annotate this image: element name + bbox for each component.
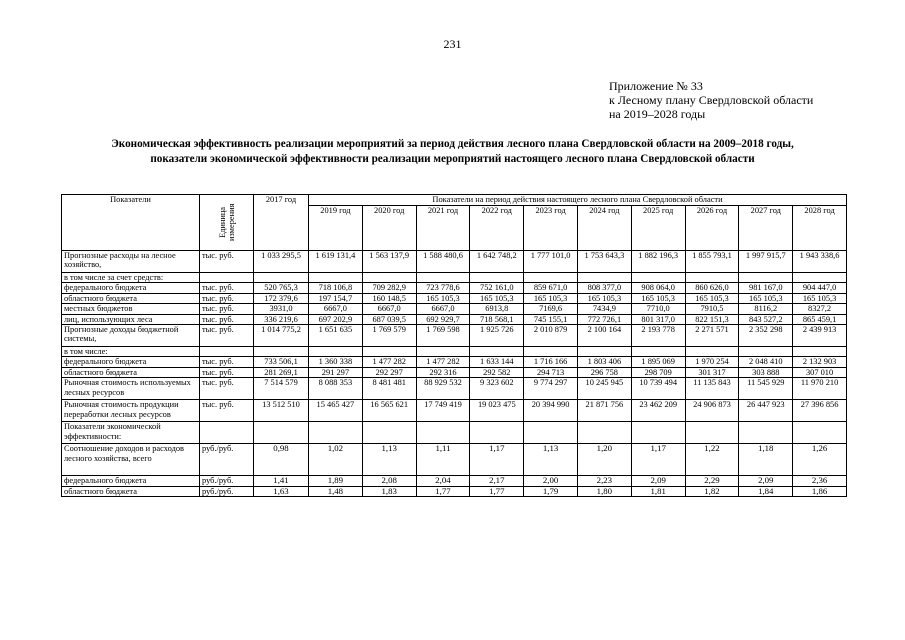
- table-row: [62, 283, 847, 293]
- row-value: 1 651 635: [309, 325, 363, 347]
- row-label: областного бюджета: [62, 293, 200, 303]
- row-unit: руб./руб.: [200, 444, 254, 476]
- row-value: 7710,0: [631, 304, 685, 314]
- row-label: местных бюджетов: [62, 304, 200, 314]
- row-value: 2,23: [577, 476, 631, 486]
- table-row: [62, 293, 847, 303]
- row-value: 2,08: [362, 476, 416, 486]
- row-value: 9 323 602: [470, 378, 524, 400]
- row-value: 709 282,9: [362, 283, 416, 293]
- row-value: 697 202,9: [309, 314, 363, 324]
- row-unit: [200, 347, 254, 357]
- row-value: [631, 273, 685, 283]
- row-value: 1,41: [254, 476, 309, 486]
- row-value: [577, 422, 631, 444]
- header-year: 2023 год: [524, 206, 578, 251]
- row-value: 1 943 338,6: [793, 251, 847, 273]
- row-value: 165 105,3: [793, 293, 847, 303]
- row-value: 6913,8: [470, 304, 524, 314]
- row-value: 165 105,3: [470, 293, 524, 303]
- row-value: 801 317,0: [631, 314, 685, 324]
- row-value: 723 778,6: [416, 283, 470, 293]
- row-value: 1 803 406: [577, 357, 631, 367]
- row-value: 2,17: [470, 476, 524, 486]
- row-value: 1,26: [793, 444, 847, 476]
- table-row: [62, 400, 847, 422]
- row-value: 17 749 419: [416, 400, 470, 422]
- row-value: [309, 347, 363, 357]
- row-label: федерального бюджета: [62, 476, 200, 486]
- row-value: [416, 422, 470, 444]
- row-value: [362, 347, 416, 357]
- row-value: 6667,0: [362, 304, 416, 314]
- row-value: 908 064,0: [631, 283, 685, 293]
- row-value: 2,04: [416, 476, 470, 486]
- row-value: 822 151,3: [685, 314, 739, 324]
- row-value: 860 626,0: [685, 283, 739, 293]
- row-label: федерального бюджета: [62, 283, 200, 293]
- row-value: 1,02: [309, 444, 363, 476]
- row-value: [685, 347, 739, 357]
- row-value: 165 105,3: [577, 293, 631, 303]
- row-label: Прогнозные доходы бюджетной системы,: [62, 325, 200, 347]
- row-unit: руб./руб.: [200, 486, 254, 496]
- row-value: 9 774 297: [524, 378, 578, 400]
- header-year: 2021 год: [416, 206, 470, 251]
- table-row: [62, 347, 847, 357]
- row-value: 692 929,7: [416, 314, 470, 324]
- row-label: лиц, использующих леса: [62, 314, 200, 324]
- header-year: 2028 год: [793, 206, 847, 251]
- header-period: Показатели на период действия настоящего лесного плана Свердловской области: [309, 195, 847, 206]
- row-value: 808 377,0: [577, 283, 631, 293]
- row-value: 843 527,2: [739, 314, 793, 324]
- row-value: 1,77: [416, 486, 470, 496]
- row-value: [470, 273, 524, 283]
- table-row: [62, 304, 847, 314]
- row-value: 1 588 480,6: [416, 251, 470, 273]
- row-value: 1,20: [577, 444, 631, 476]
- row-value: [416, 273, 470, 283]
- row-value: 19 023 475: [470, 400, 524, 422]
- row-value: 1,18: [739, 444, 793, 476]
- row-value: 687 039,5: [362, 314, 416, 324]
- row-value: 294 713: [524, 367, 578, 377]
- row-value: 24 906 873: [685, 400, 739, 422]
- row-unit: тыс. руб.: [200, 283, 254, 293]
- row-value: [793, 422, 847, 444]
- row-value: 172 379,6: [254, 293, 309, 303]
- row-value: 11 545 929: [739, 378, 793, 400]
- row-unit: тыс. руб.: [200, 378, 254, 400]
- row-value: 292 297: [362, 367, 416, 377]
- row-value: 336 219,6: [254, 314, 309, 324]
- row-value: [362, 422, 416, 444]
- row-value: 2,36: [793, 476, 847, 486]
- page-number: 231: [443, 37, 462, 51]
- row-value: [685, 422, 739, 444]
- row-value: 1 033 295,5: [254, 251, 309, 273]
- row-value: 1 014 775,2: [254, 325, 309, 347]
- row-value: 2 010 879: [524, 325, 578, 347]
- row-value: [631, 422, 685, 444]
- row-value: 7 514 579: [254, 378, 309, 400]
- row-label: Прогнозные расходы на лесное хозяйство,: [62, 251, 200, 273]
- row-unit: тыс. руб.: [200, 251, 254, 273]
- row-unit: тыс. руб.: [200, 293, 254, 303]
- header-year: 2024 год: [577, 206, 631, 251]
- row-value: 1 753 643,3: [577, 251, 631, 273]
- row-value: 2 352 298: [739, 325, 793, 347]
- row-value: [793, 273, 847, 283]
- row-label: в том числе за счет средств:: [62, 273, 200, 283]
- row-unit: тыс. руб.: [200, 367, 254, 377]
- row-value: 292 582: [470, 367, 524, 377]
- row-unit: тыс. руб.: [200, 325, 254, 347]
- row-value: [685, 273, 739, 283]
- table-row: [62, 273, 847, 283]
- row-label: в том числе:: [62, 347, 200, 357]
- row-value: 1,84: [739, 486, 793, 496]
- row-value: 733 506,1: [254, 357, 309, 367]
- row-value: 1 619 131,4: [309, 251, 363, 273]
- row-value: 292 316: [416, 367, 470, 377]
- row-value: 1 895 069: [631, 357, 685, 367]
- row-value: 1 716 166: [524, 357, 578, 367]
- row-value: 718 568,1: [470, 314, 524, 324]
- header-2017: 2017 год: [254, 195, 309, 251]
- row-value: 301 317: [685, 367, 739, 377]
- table-row: [62, 486, 847, 496]
- row-value: 1,13: [524, 444, 578, 476]
- row-value: 160 148,5: [362, 293, 416, 303]
- header-year: 2019 год: [309, 206, 363, 251]
- row-value: 981 167,0: [739, 283, 793, 293]
- row-value: 1,86: [793, 486, 847, 496]
- header-indicators: Показатели: [62, 195, 200, 251]
- row-value: 1,83: [362, 486, 416, 496]
- row-value: [524, 422, 578, 444]
- row-value: [309, 273, 363, 283]
- row-value: 26 447 923: [739, 400, 793, 422]
- row-value: 7169,6: [524, 304, 578, 314]
- header-year: 2022 год: [470, 206, 524, 251]
- row-value: [739, 422, 793, 444]
- row-value: 165 105,3: [685, 293, 739, 303]
- row-value: 20 394 990: [524, 400, 578, 422]
- row-value: 6667,0: [416, 304, 470, 314]
- row-value: 1 925 726: [470, 325, 524, 347]
- row-label: Соотношение доходов и расходов лесного хозяйства, всего: [62, 444, 200, 476]
- row-value: 21 871 756: [577, 400, 631, 422]
- row-value: 1,17: [631, 444, 685, 476]
- row-value: 1,22: [685, 444, 739, 476]
- row-value: 296 758: [577, 367, 631, 377]
- row-value: 298 709: [631, 367, 685, 377]
- row-label: Рыночная стоимость продукции переработки лесных ресурсов: [62, 400, 200, 422]
- row-value: 1 642 748,2: [470, 251, 524, 273]
- row-value: 745 155,1: [524, 314, 578, 324]
- header-year: 2020 год: [362, 206, 416, 251]
- table-row: [62, 325, 847, 347]
- row-value: 2,09: [631, 476, 685, 486]
- row-value: 3931,0: [254, 304, 309, 314]
- table-row: [62, 314, 847, 324]
- row-value: 8 481 481: [362, 378, 416, 400]
- header-year: 2027 год: [739, 206, 793, 251]
- row-value: 0,98: [254, 444, 309, 476]
- appendix-line-3: на 2019–2028 годы: [609, 107, 706, 121]
- row-value: [739, 347, 793, 357]
- row-value: 1,13: [362, 444, 416, 476]
- row-value: 865 459,1: [793, 314, 847, 324]
- row-label: Рыночная стоимость используемых лесных ресурсов: [62, 378, 200, 400]
- row-value: 291 297: [309, 367, 363, 377]
- row-value: 15 465 427: [309, 400, 363, 422]
- row-value: 197 154,7: [309, 293, 363, 303]
- row-value: 165 105,3: [416, 293, 470, 303]
- row-unit: тыс. руб.: [200, 357, 254, 367]
- row-value: 165 105,3: [631, 293, 685, 303]
- table-row: [62, 378, 847, 400]
- row-value: 1 477 282: [416, 357, 470, 367]
- row-unit: [200, 422, 254, 444]
- row-value: [254, 273, 309, 283]
- table-row: [62, 367, 847, 377]
- row-value: [577, 347, 631, 357]
- table-row: [62, 422, 847, 444]
- header-unit: Единица измерения: [200, 195, 254, 251]
- row-value: 2 048 410: [739, 357, 793, 367]
- row-value: 1,81: [631, 486, 685, 496]
- row-value: [631, 347, 685, 357]
- row-value: 1,80: [577, 486, 631, 496]
- row-value: 1 477 282: [362, 357, 416, 367]
- row-label: областного бюджета: [62, 486, 200, 496]
- row-value: [470, 422, 524, 444]
- row-value: 165 105,3: [524, 293, 578, 303]
- row-value: [362, 273, 416, 283]
- row-value: 303 888: [739, 367, 793, 377]
- row-value: 2,09: [739, 476, 793, 486]
- row-value: 88 929 532: [416, 378, 470, 400]
- row-value: [309, 422, 363, 444]
- row-value: [577, 273, 631, 283]
- row-value: 1 769 598: [416, 325, 470, 347]
- row-unit: тыс. руб.: [200, 314, 254, 324]
- row-value: 11 970 210: [793, 378, 847, 400]
- row-value: 772 726,1: [577, 314, 631, 324]
- row-unit: тыс. руб.: [200, 304, 254, 314]
- row-value: [254, 422, 309, 444]
- row-value: [470, 347, 524, 357]
- row-value: 10 739 494: [631, 378, 685, 400]
- table-row: [62, 476, 847, 486]
- row-value: 2 193 778: [631, 325, 685, 347]
- row-value: 1,48: [309, 486, 363, 496]
- row-value: 752 161,0: [470, 283, 524, 293]
- row-value: 10 245 945: [577, 378, 631, 400]
- row-value: [524, 273, 578, 283]
- row-value: 8327,2: [793, 304, 847, 314]
- document-title: Экономическая эффективность реализации мероприятий за период действия лесного плана Свердловской области на 2009–2018 годы, показатели экономической эффективности реализации мероприятий настоящего лесного плана Свердловской области: [111, 138, 794, 165]
- row-value: [416, 347, 470, 357]
- row-value: 2 100 164: [577, 325, 631, 347]
- row-value: [793, 347, 847, 357]
- row-value: 1,82: [685, 486, 739, 496]
- row-value: 165 105,3: [739, 293, 793, 303]
- row-value: 1 997 915,7: [739, 251, 793, 273]
- row-value: 23 462 209: [631, 400, 685, 422]
- row-value: 2,29: [685, 476, 739, 486]
- header-year: 2026 год: [685, 206, 739, 251]
- row-value: [739, 273, 793, 283]
- row-value: 307 010: [793, 367, 847, 377]
- header-year: 2025 год: [631, 206, 685, 251]
- row-label: Показатели экономической эффективности:: [62, 422, 200, 444]
- row-value: 1,79: [524, 486, 578, 496]
- appendix-caption: [609, 79, 813, 121]
- table-row: [62, 251, 847, 273]
- row-value: 1,89: [309, 476, 363, 486]
- efficiency-table: [61, 194, 847, 497]
- row-value: 7434,9: [577, 304, 631, 314]
- row-value: 27 396 856: [793, 400, 847, 422]
- row-value: 2,00: [524, 476, 578, 486]
- row-unit: руб./руб.: [200, 476, 254, 486]
- row-value: 1 360 338: [309, 357, 363, 367]
- row-value: 16 565 621: [362, 400, 416, 422]
- row-value: 2 439 913: [793, 325, 847, 347]
- row-value: 904 447,0: [793, 283, 847, 293]
- row-value: 1,17: [470, 444, 524, 476]
- row-value: 11 135 843: [685, 378, 739, 400]
- row-value: 520 765,3: [254, 283, 309, 293]
- appendix-line-2: к Лесному плану Свердловской области: [609, 93, 814, 107]
- row-label: федерального бюджета: [62, 357, 200, 367]
- row-value: 1 970 254: [685, 357, 739, 367]
- row-value: 8116,2: [739, 304, 793, 314]
- row-value: 13 512 510: [254, 400, 309, 422]
- row-value: 8 088 353: [309, 378, 363, 400]
- table-row: [62, 357, 847, 367]
- row-value: 1 769 579: [362, 325, 416, 347]
- row-value: 1 882 196,3: [631, 251, 685, 273]
- row-value: 1,77: [470, 486, 524, 496]
- row-value: 718 106,8: [309, 283, 363, 293]
- row-value: 1 563 137,9: [362, 251, 416, 273]
- table-row: [62, 444, 847, 476]
- row-value: 859 671,0: [524, 283, 578, 293]
- row-label: областного бюджета: [62, 367, 200, 377]
- row-value: 1 855 793,1: [685, 251, 739, 273]
- row-value: 281 269,1: [254, 367, 309, 377]
- row-unit: [200, 273, 254, 283]
- row-unit: тыс. руб.: [200, 400, 254, 422]
- row-value: 2 132 903: [793, 357, 847, 367]
- row-value: 1,11: [416, 444, 470, 476]
- row-value: 1,63: [254, 486, 309, 496]
- row-value: [524, 347, 578, 357]
- row-value: 6667,0: [309, 304, 363, 314]
- appendix-line-1: Приложение № 33: [609, 79, 703, 93]
- row-value: 7910,5: [685, 304, 739, 314]
- row-value: [254, 347, 309, 357]
- row-value: 1 777 101,0: [524, 251, 578, 273]
- row-value: 2 271 571: [685, 325, 739, 347]
- row-value: 1 633 144: [470, 357, 524, 367]
